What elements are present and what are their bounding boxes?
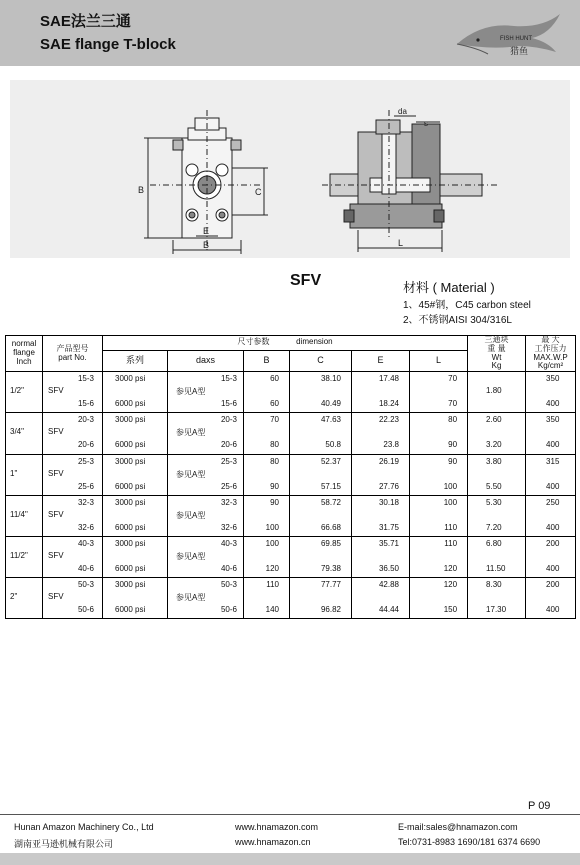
daxs-code-a: 50-3 (220, 580, 237, 590)
cell-b (244, 413, 290, 454)
cell-pressure (526, 495, 576, 536)
daxs-code-b: 32-6 (220, 522, 237, 532)
cell-b (244, 578, 290, 619)
cell-daxs (168, 495, 244, 536)
size-text: 11/4" (10, 509, 28, 519)
cell-l (410, 536, 468, 577)
company-name-chinese: 湖南亚马逊机械有限公司 (14, 839, 114, 849)
cell-l (410, 454, 468, 495)
footer-divider (0, 814, 580, 815)
material-line-1: 1、45#钢，C45 carbon steel (403, 300, 531, 311)
weight-mid: 1.80 (486, 386, 502, 396)
value-b-b: 60 (270, 399, 279, 409)
weight-top: 8.30 (486, 580, 502, 590)
value-b-b: 140 (265, 605, 279, 615)
cell-part (43, 372, 103, 413)
value-b-a: 60 (270, 374, 279, 384)
cell-size (6, 495, 43, 536)
cell-daxs (168, 578, 244, 619)
value-c-b: 57.15 (320, 481, 341, 491)
daxs-see: 参见A型 (176, 510, 206, 520)
part-name: SFV (48, 509, 64, 519)
header-part-cn: 产品型号 (56, 343, 89, 353)
value-e-b: 31.75 (378, 522, 399, 532)
cell-size (6, 536, 43, 577)
value-l-a: 100 (443, 497, 458, 507)
header-pressure-line1: 最 大 (541, 335, 560, 344)
daxs-code-a: 40-3 (220, 538, 237, 548)
value-l-a: 70 (448, 374, 458, 384)
cell-b (244, 495, 290, 536)
daxs-code-a: 20-3 (220, 415, 237, 425)
value-e-a: 42.88 (378, 580, 399, 590)
header-part (43, 336, 103, 372)
daxs-code-a: 15-3 (220, 374, 237, 384)
company-name-english: Hunan Amazon Machinery Co., Ltd (14, 822, 154, 832)
series-a: 3000 psi (115, 456, 146, 466)
technical-drawing (10, 80, 570, 258)
cell-pressure (526, 372, 576, 413)
pressure-a: 350 (546, 415, 560, 425)
header-pressure (526, 336, 576, 372)
value-e-a: 30.18 (378, 497, 399, 507)
cell-weight (468, 413, 526, 454)
telephone-text: Tel:0731-8983 1690/181 6374 6690 (398, 837, 541, 847)
daxs-see: 参见A型 (176, 469, 206, 479)
value-c-a: 38.10 (320, 374, 341, 384)
cell-b (244, 372, 290, 413)
page-number: P 09 (528, 800, 551, 812)
value-c-a: 58.72 (320, 497, 341, 507)
spec-table (5, 335, 576, 619)
value-l-b: 110 (444, 522, 458, 532)
cell-e (352, 413, 410, 454)
daxs-code-a: 32-3 (220, 497, 237, 507)
cell-c (290, 495, 352, 536)
table-row (6, 372, 576, 413)
value-b-b: 80 (270, 440, 279, 450)
cell-l (410, 413, 468, 454)
value-e-b: 23.8 (383, 440, 399, 450)
cell-pressure (526, 536, 576, 577)
header-dimension (103, 336, 468, 351)
daxs-code-b: 25-6 (220, 481, 237, 491)
weight-bottom: 17.30 (486, 605, 507, 615)
header-pressure-line2: 工作压力 (534, 343, 567, 353)
cell-series (103, 536, 168, 577)
pressure-b: 400 (546, 522, 560, 532)
value-e-a: 26.19 (378, 456, 399, 466)
cell-c (290, 372, 352, 413)
cell-part (43, 578, 103, 619)
cell-c (290, 454, 352, 495)
value-l-a: 120 (443, 580, 458, 590)
cell-series (103, 578, 168, 619)
cell-series (103, 495, 168, 536)
cell-e (352, 536, 410, 577)
weight-top: 6.80 (486, 538, 502, 548)
series-a: 3000 psi (115, 538, 146, 548)
material-title: 材料 ( Material ) (403, 280, 495, 295)
value-e-b: 36.50 (378, 563, 399, 573)
cell-part (43, 454, 103, 495)
cell-series (103, 413, 168, 454)
part-code-a: 15-3 (77, 374, 94, 384)
header-dimension-cn: 尺寸参数 (237, 337, 270, 347)
pressure-a: 200 (546, 538, 560, 548)
series-b: 6000 psi (115, 481, 146, 491)
value-b-a: 100 (265, 538, 279, 548)
header-b: B (244, 350, 290, 372)
part-name: SFV (48, 592, 64, 602)
value-l-b: 120 (443, 563, 458, 573)
part-code-b: 32-6 (77, 522, 94, 532)
cell-pressure (526, 454, 576, 495)
cell-pressure (526, 413, 576, 454)
cell-weight (468, 372, 526, 413)
part-name: SFV (48, 427, 64, 437)
header-weight-line1: 三通块 (484, 335, 509, 344)
cell-c (290, 578, 352, 619)
series-b: 6000 psi (115, 563, 146, 573)
cell-e (352, 578, 410, 619)
daxs-code-b: 50-6 (220, 605, 237, 615)
table-row (6, 495, 576, 536)
pressure-b: 400 (546, 481, 560, 491)
weight-top: 5.30 (486, 497, 502, 507)
value-c-b: 66.68 (320, 522, 341, 532)
cell-daxs (168, 536, 244, 577)
daxs-code-b: 20-6 (220, 440, 237, 450)
cell-size (6, 413, 43, 454)
value-b-a: 90 (270, 497, 279, 507)
value-l-b: 100 (443, 481, 458, 491)
value-e-b: 18.24 (378, 399, 399, 409)
header-l: L (410, 350, 468, 372)
dim-label-s: s (424, 119, 428, 128)
weight-bottom: 3.20 (486, 440, 502, 450)
value-e-a: 22.23 (378, 415, 399, 425)
size-text: 1" (10, 468, 18, 478)
daxs-see: 参见A型 (176, 593, 206, 603)
cell-b (244, 454, 290, 495)
section-view-drawing (322, 110, 500, 252)
value-l-b: 150 (443, 605, 458, 615)
weight-bottom: 11.50 (486, 563, 506, 573)
cell-daxs (168, 413, 244, 454)
value-e-a: 17.48 (378, 374, 399, 384)
value-b-a: 80 (270, 456, 279, 466)
header-part-en: part No. (58, 352, 87, 362)
series-b: 6000 psi (115, 399, 146, 409)
cell-size (6, 454, 43, 495)
size-text: 1/2" (10, 386, 24, 396)
cell-size (6, 578, 43, 619)
value-c-b: 96.82 (320, 605, 341, 615)
size-text: 11/2" (10, 550, 28, 560)
part-name: SFV (48, 468, 64, 478)
cell-l (410, 495, 468, 536)
cell-weight (468, 454, 526, 495)
daxs-code-b: 40-6 (220, 563, 237, 573)
model-name: SFV (290, 272, 322, 289)
website-link-cn[interactable]: www.hnamazon.cn (235, 837, 311, 847)
dim-label-da: da (398, 107, 407, 116)
value-e-b: 27.76 (378, 481, 399, 491)
logo-text-english: FISH HUNT (500, 36, 532, 42)
header-weight (468, 336, 526, 372)
pressure-b: 400 (546, 399, 560, 409)
part-code-b: 50-6 (77, 605, 94, 615)
cell-daxs (168, 454, 244, 495)
cell-part (43, 536, 103, 577)
value-e-a: 35.71 (378, 538, 399, 548)
series-b: 6000 psi (115, 605, 146, 615)
cell-weight (468, 578, 526, 619)
series-a: 3000 psi (115, 374, 146, 384)
series-b: 6000 psi (115, 522, 146, 532)
value-c-b: 40.49 (320, 399, 341, 409)
header-dimension-en: dimension (296, 337, 333, 347)
footer-bar (0, 853, 580, 865)
cell-daxs (168, 372, 244, 413)
header-c: C (290, 350, 352, 372)
cell-c (290, 413, 352, 454)
material-line-2: 2、不锈钢AISI 304/316L (403, 315, 512, 326)
value-l-a: 110 (444, 538, 458, 548)
value-l-b: 70 (448, 399, 458, 409)
part-code-a: 20-3 (77, 415, 94, 425)
size-text: 2" (10, 592, 18, 602)
title-chinese: SAE法兰三通 (40, 13, 131, 30)
header-e: E (352, 350, 410, 372)
daxs-code-a: 25-3 (220, 456, 237, 466)
value-c-b: 79.38 (320, 563, 341, 573)
value-b-b: 120 (265, 563, 279, 573)
daxs-code-b: 15-6 (220, 399, 237, 409)
daxs-see: 参见A型 (176, 387, 206, 397)
cell-l (410, 372, 468, 413)
series-b: 6000 psi (115, 440, 146, 450)
part-name: SFV (48, 550, 64, 560)
cell-pressure (526, 578, 576, 619)
header-size: normal flange Inch (6, 336, 43, 372)
cell-part (43, 495, 103, 536)
value-b-a: 70 (270, 415, 279, 425)
dim-label-e: E (203, 226, 210, 236)
weight-top: 2.60 (486, 415, 502, 425)
value-c-a: 47.63 (320, 415, 341, 425)
dim-label-c: C (255, 187, 262, 197)
daxs-see: 参见A型 (176, 428, 206, 438)
cell-weight (468, 536, 526, 577)
part-code-a: 32-3 (77, 497, 94, 507)
dim-label-l: L (398, 238, 404, 248)
cell-b (244, 536, 290, 577)
value-l-a: 80 (448, 415, 458, 425)
pressure-a: 200 (546, 580, 560, 590)
dim-label-b-left: B (138, 185, 145, 195)
cell-size (6, 372, 43, 413)
part-code-b: 15-6 (77, 399, 94, 409)
header-series: 系列 (103, 350, 168, 372)
size-text: 3/4" (10, 427, 24, 437)
header-weight-line4: Kg (491, 361, 502, 371)
title-english: SAE flange T-block (40, 36, 176, 53)
cell-e (352, 495, 410, 536)
value-c-a: 69.85 (320, 538, 341, 548)
header-pressure-line4: Kg/cm² (537, 361, 564, 371)
part-code-a: 40-3 (77, 538, 94, 548)
table-row (6, 536, 576, 577)
pressure-b: 400 (546, 563, 560, 573)
table-row (6, 454, 576, 495)
weight-top: 3.80 (486, 456, 502, 466)
cell-c (290, 536, 352, 577)
series-a: 3000 psi (115, 497, 146, 507)
cell-e (352, 372, 410, 413)
part-code-a: 50-3 (77, 580, 94, 590)
website-link-com[interactable]: www.hnamazon.com (235, 822, 319, 832)
cell-weight (468, 495, 526, 536)
table-row (6, 578, 576, 619)
cell-l (410, 578, 468, 619)
value-l-b: 90 (448, 440, 458, 450)
value-l-a: 90 (448, 456, 458, 466)
weight-bottom: 5.50 (486, 481, 502, 491)
header-pressure-line3: MAX.W.P (533, 352, 568, 362)
part-code-b: 20-6 (77, 440, 94, 450)
dim-label-b-bottom: B (203, 240, 210, 250)
table-row (6, 413, 576, 454)
weight-bottom: 7.20 (486, 522, 502, 532)
value-e-b: 44.44 (378, 605, 399, 615)
daxs-see: 参见A型 (176, 551, 206, 561)
cell-part (43, 413, 103, 454)
pressure-b: 400 (546, 605, 560, 615)
value-b-a: 110 (266, 580, 279, 590)
header-daxs: daxs (168, 350, 244, 372)
pressure-a: 315 (546, 456, 560, 466)
part-code-b: 40-6 (77, 563, 94, 573)
pressure-a: 250 (546, 497, 560, 507)
part-code-b: 25-6 (77, 481, 94, 491)
value-c-b: 50.8 (325, 440, 341, 450)
logo-text-chinese: 猎鱼 (510, 46, 529, 56)
email-link[interactable]: E-mail:sales@hnamazon.com (398, 822, 518, 832)
header-bar (0, 0, 580, 66)
cell-series (103, 454, 168, 495)
value-c-a: 77.77 (320, 580, 341, 590)
series-a: 3000 psi (115, 580, 146, 590)
part-name: SFV (48, 386, 64, 396)
header-weight-line3: Wt (491, 352, 502, 362)
pressure-a: 350 (546, 374, 560, 384)
series-a: 3000 psi (115, 415, 146, 425)
header-weight-line2: 重 量 (487, 343, 506, 353)
part-code-a: 25-3 (77, 456, 94, 466)
cell-series (103, 372, 168, 413)
table-body (6, 372, 576, 619)
value-b-b: 100 (265, 522, 279, 532)
cell-e (352, 454, 410, 495)
value-c-a: 52.37 (320, 456, 341, 466)
value-b-b: 90 (270, 481, 279, 491)
pressure-b: 400 (546, 440, 560, 450)
